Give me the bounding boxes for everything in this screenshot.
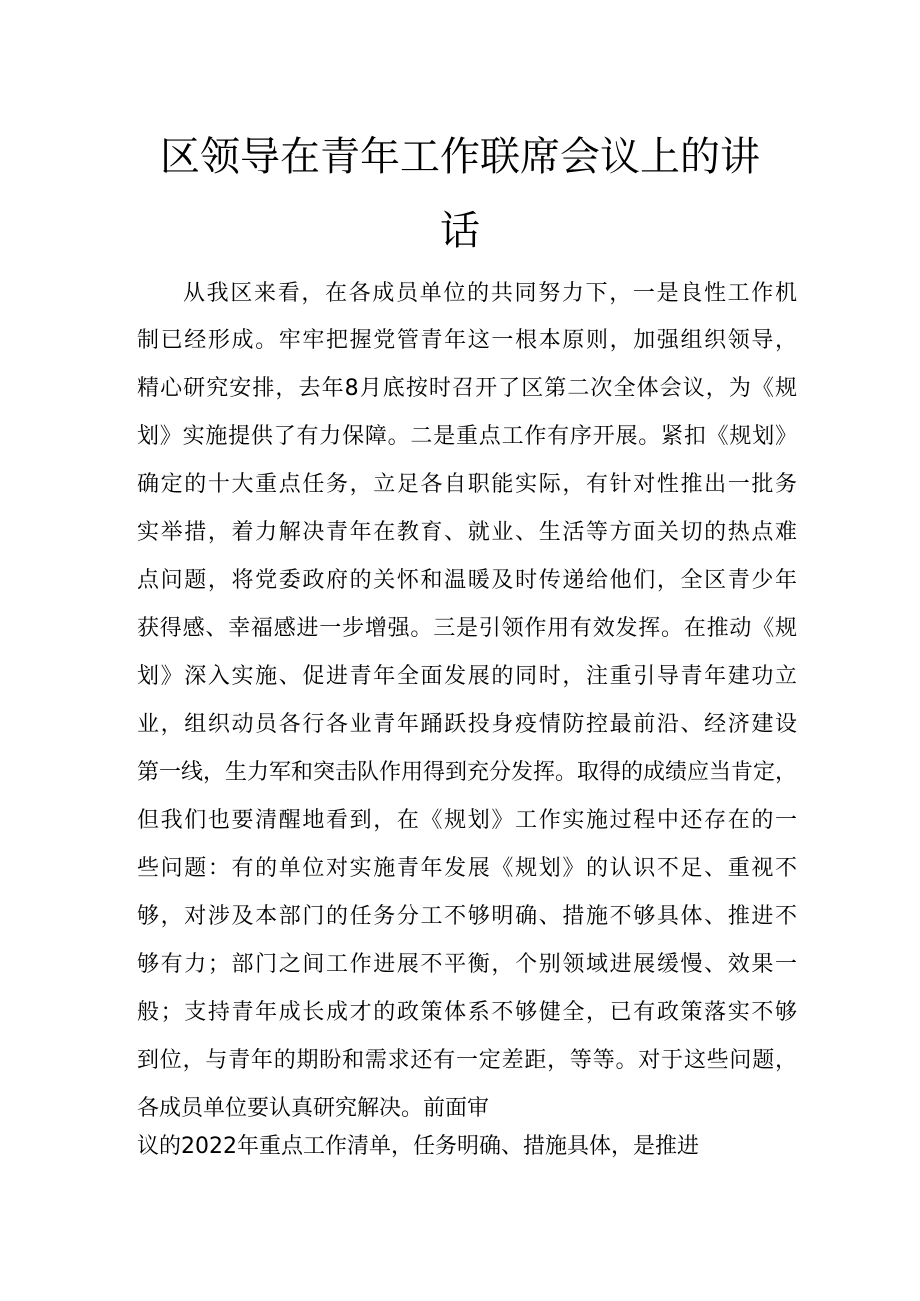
body-line: 确定的十大重点任务，立足各自职能实际，有针对性推出一批务 — [137, 472, 797, 497]
body-line: 精心研究安排，去年8月底按时召开了区第二次全体会议，为《规 — [137, 376, 797, 401]
body-line: 点问题，将党委政府的关怀和温暖及时传递给他们，全区青少年 — [137, 568, 797, 593]
body-line: 般；支持青年成长成才的政策体系不够健全，已有政策落实不够 — [137, 1000, 797, 1025]
body-line: 到位，与青年的期盼和需求还有一定差距，等等。对于这些问题， — [137, 1048, 797, 1073]
body-line: 但我们也要清醒地看到，在《规划》工作实施过程中还存在的一 — [137, 808, 797, 833]
document-title-line-1: 区领导在青年工作联席会议上的讲 — [160, 134, 760, 180]
body-line: 业，组织动员各行各业青年踊跃投身疫情防控最前沿、经济建设 — [137, 712, 797, 737]
body-line: 划》深入实施、促进青年全面发展的同时，注重引导青年建功立 — [137, 664, 797, 689]
body-line: 些问题：有的单位对实施青年发展《规划》的认识不足、重视不 — [137, 856, 797, 881]
body-line: 从我区来看，在各成员单位的共同努力下，一是良性工作机 — [183, 281, 797, 306]
body-line: 够，对涉及本部门的任务分工不够明确、措施不够具体、推进不 — [137, 904, 797, 929]
body-line: 划》实施提供了有力保障。二是重点工作有序开展。紧扣《规划》 — [137, 424, 797, 449]
body-line: 实举措，着力解决青年在教育、就业、生活等方面关切的热点难 — [137, 520, 797, 545]
body-line: 第一线，生力军和突击队作用得到充分发挥。取得的成绩应当肯定， — [137, 760, 798, 785]
body-line: 获得感、幸福感进一步增强。三是引领作用有效发挥。在推动《规 — [137, 616, 797, 641]
body-line: 制已经形成。牢牢把握党管青年这一根本原则，加强组织领导， — [137, 328, 797, 353]
body-line: 够有力；部门之间工作进展不平衡，个别领域进展缓慢、效果一 — [137, 952, 797, 977]
body-line: 各成员单位要认真研究解决。前面审 — [137, 1096, 490, 1121]
document-title-line-2: 话 — [440, 208, 480, 254]
body-line: 议的2022年重点工作清单，任务明确、措施具体，是推进 — [137, 1134, 699, 1159]
